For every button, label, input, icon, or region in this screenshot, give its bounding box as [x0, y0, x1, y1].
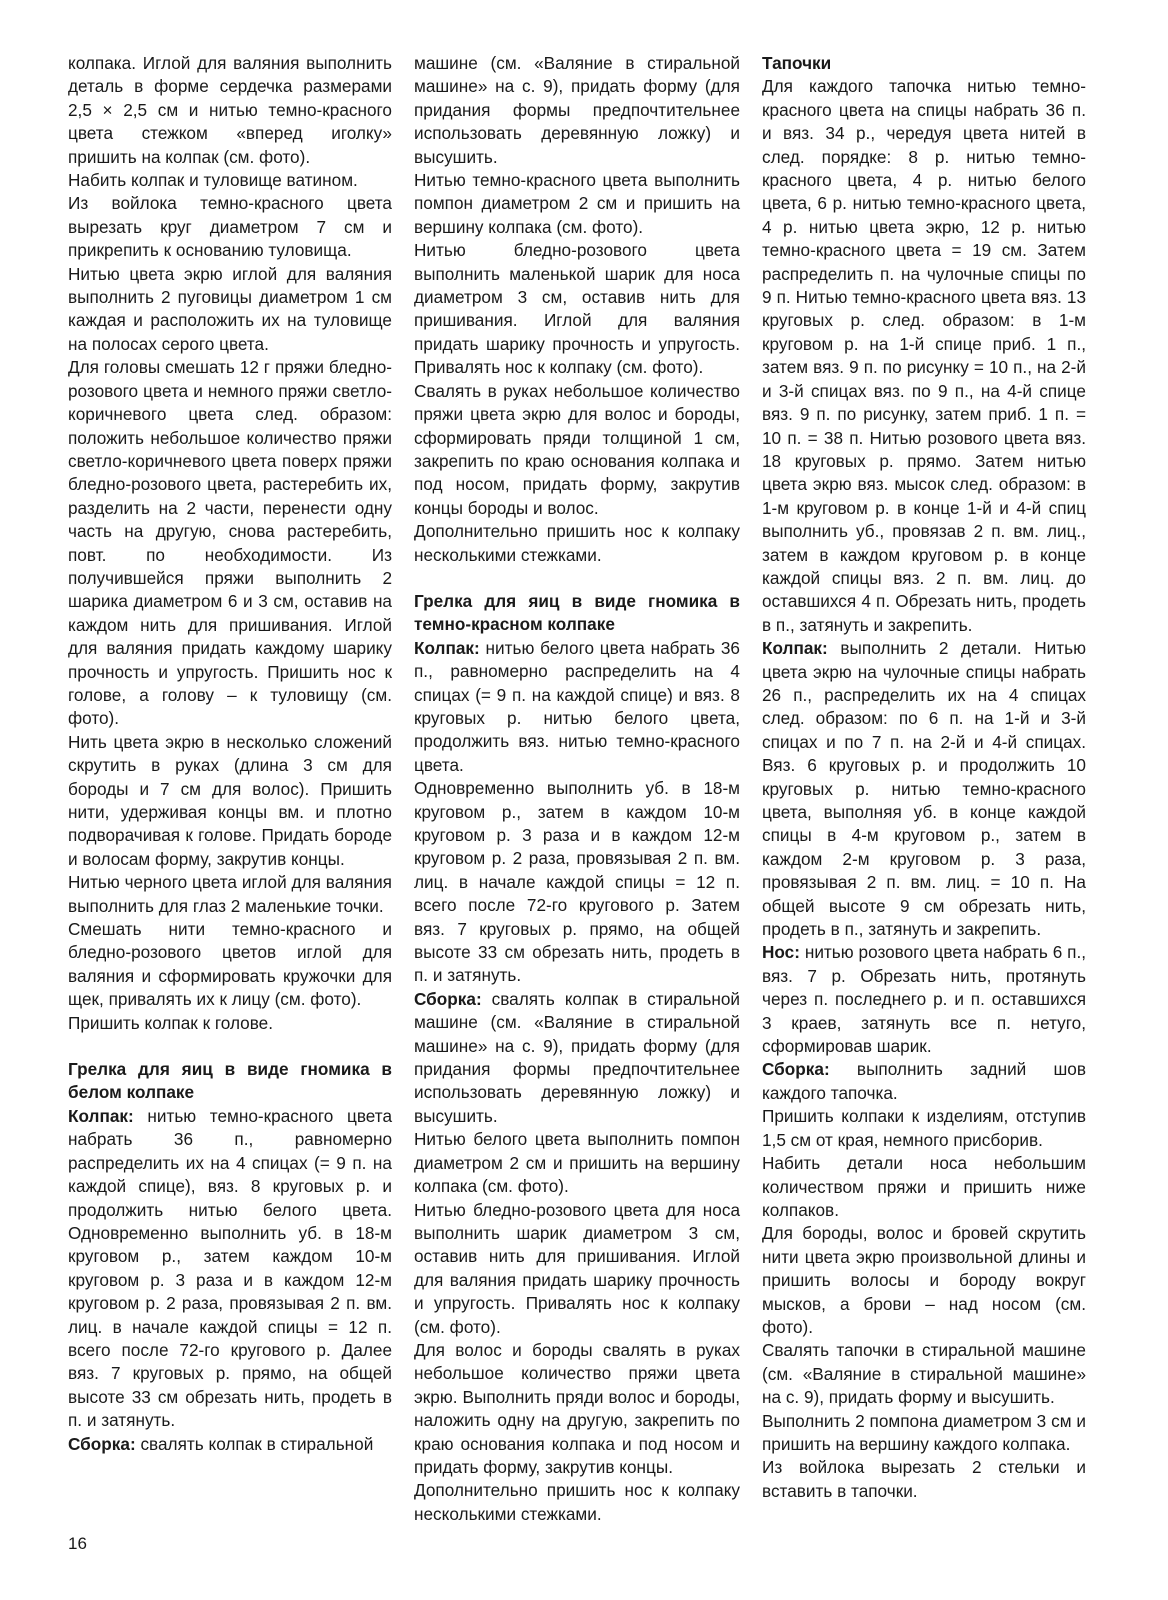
paragraph-text: выполнить 2 детали. Нитью цвета экрю на чулочные спицы набрать 26 п., распределить их на 4 спицах след. образом: по 6 п. на 1-й и 3-й спицах и по 7 п. на 2-й и 4-й спицах. Вяз. 6 круговых р. и продолжить 10 круговых р. нитью темно-красного цвета, выполняя уб. в конце каждой спицы в 4-м круговом р., затем в каждом 2-м круговом р. 3 раза, провязывая 2 п. вм. лиц. = 10 п. На общей высоте 9 см обрезать нить, продеть в п., затянуть и закрепить. [762, 638, 1086, 940]
paragraph-lead: Колпак: [414, 637, 480, 658]
paragraph [414, 1339, 740, 1479]
paragraph-text: Набить детали носа небольшим количеством пряжи и пришить ниже колпаков. [762, 1153, 1086, 1220]
column-1 [68, 52, 392, 1456]
paragraph-text: Одновременно выполнить уб. в 18-м круговом р., затем в каждом 10-м круговом р. 3 раза и в каждом 12-м круговом р. 2 раза, провязывая 2 п. вм. лиц. в начале каждой спицы = 12 п. всего после 72-го кругового р. Затем вяз. 7 круговых р. прямо, на общей высоте 33 см обрезать нить, продеть в п. и затянуть. [414, 778, 740, 986]
paragraph: Нитью цвета экрю иглой для валяния выполнить 2 пуговицы диаметром 1 см каждая и расположить их на туловище на полосах серого цвета. [68, 263, 392, 354]
paragraph-assembly [68, 1433, 392, 1456]
paragraph-text: Пришить колпаки к изделиям, отступив 1,5 см от края, немного присборив. [762, 1106, 1086, 1150]
paragraph-text: Выполнить 2 помпона диаметром 3 см и пришить на вершину каждого колпака. [762, 1410, 1086, 1454]
paragraph: машине (см. «Валяние в стиральной машине» на с. 9), придать форму (для придания формы предпочтительнее использовать деревянную ложку) и высушить. [414, 53, 740, 167]
paragraph-text: Нитью бледно-розового цвета для носа выполнить шарик диаметром 3 см, оставив нить для пришивания. Иглой для валяния придать шарику прочность и упругость. Привалять нос к колпаку (см. фото). [414, 1199, 740, 1337]
paragraph: Нитью черного цвета иглой для валяния выполнить для глаз 2 маленькие точки. [68, 872, 392, 916]
paragraph [762, 1222, 1086, 1339]
column-3 [762, 52, 1086, 1503]
paragraph-text: Нитью белого цвета выполнить помпон диаметром 2 см и пришить на вершину колпака (см. фото). [414, 1129, 740, 1197]
paragraph-lead: Колпак: [68, 1105, 134, 1126]
paragraph-text: свалять колпак в стиральной машине (см. «Валяние в стиральной машине» на с. 9), придать форму (для придания формы предпочтительнее использовать деревянную ложку) и высушить. [414, 988, 740, 1126]
paragraph [762, 75, 1086, 637]
paragraph-text: выполнить задний шов каждого тапочка. [762, 1059, 1086, 1103]
paragraph [762, 1105, 1086, 1152]
paragraph: Для головы смешать 12 г пряжи бледно-розового цвета и немного пряжи светло-коричневого цвета след. образом: положить небольшое количество пряжи светло-коричневого цвета поверх пряжи бледно-розового цвета, растеребить их, разделить на 2 части, перенести одну часть на другую, снова растеребить, повт. по необходимости. Из получившейся пряжи выполнить 2 шарика диаметром 6 и 3 см, оставив на каждом нить для пришивания. Иглой для валяния придать каждому шарику прочность и упругость. Пришить нос к голове, а голову – к туловищу (см. фото). [68, 357, 392, 729]
paragraph: Нитью темно-красного цвета выполнить помпон диаметром 2 см и пришить на вершину колпака (см. фото). [414, 170, 740, 237]
paragraph-nose [762, 941, 1086, 1058]
paragraph-text: Для волос и бороды свалять в руках небольшое количество пряжи цвета экрю. Выполнить пряди волос и бороды, наложить одну на другую, закрепить по краю основания колпака и под носом и придать форму, закрутив концы. [414, 1339, 740, 1477]
section-heading-slippers: Тапочки [762, 53, 832, 73]
paragraph: Смешать нити темно-красного и бледно-розового цветов иглой для валяния и сформировать кружочки для щек, привалять их к лицу (см. фото). [68, 919, 392, 1010]
paragraph-assembly [762, 1058, 1086, 1105]
column-2 [414, 52, 740, 1526]
paragraph: Нитью бледно-розового цвета выполнить маленькой шарик для носа диаметром 3 см, оставив нить для пришивания. Иглой для валяния придать шарику прочность и упругость. Привалять нос к колпаку (см. фото). [414, 240, 740, 378]
paragraph: Из войлока темно-красного цвета вырезать круг диаметром 7 см и прикрепить к основанию туловища. [68, 193, 392, 261]
paragraph-text: свалять колпак в стиральной [135, 1433, 374, 1454]
paragraph [762, 1456, 1086, 1503]
paragraph-cap [414, 637, 740, 777]
paragraph-text: Дополнительно пришить нос к колпаку несколькими стежками. [414, 1480, 740, 1524]
paragraph-cap [68, 1105, 392, 1433]
paragraph [414, 1199, 740, 1339]
paragraph-text: нитью розового цвета набрать 6 п., вяз. 7 р. Обрезать нить, протянуть через п. последнего р. и п. оставшихся 3 краев, затянуть все п. нетуго, сформировав шарик. [762, 942, 1086, 1057]
section-heading-white-cap-egg-warmer: Грелка для яиц в виде гномика в белом колпаке [68, 1059, 392, 1103]
paragraph-text: нитью темно-красного цвета набрать 36 п., равномерно распределить их на 4 спицах (= 9 п. на каждой спице), вяз. 8 круговых р. и продолжить нитью белого цвета. Одновременно выполнить уб. в 18-м круговом р., затем каждом 10-м круговом р. 3 раза и в каждом 12-м круговом р. 2 раза, провязывая 2 п. вм. лиц. в начале каждой спицы = 12 п. всего после 72-го кругового р. Далее вяз. 7 круговых р. прямо, на общей высоте 33 см обрезать нить, продеть в п. и затянуть. [68, 1105, 392, 1431]
paragraph-text: Из войлока вырезать 2 стельки и вставить в тапочки. [762, 1457, 1086, 1501]
paragraph: колпака. Иглой для валяния выполнить деталь в форме сердечка размерами 2,5 × 2,5 см и нитью темно-красного цвета стежком «вперед иголку» пришить на колпак (см. фото). [68, 53, 392, 167]
paragraph [762, 1410, 1086, 1457]
paragraph-assembly [414, 988, 740, 1128]
paragraph: Свалять в руках небольшое количество пряжи цвета экрю для волос и бороды, сформировать пряди толщиной 1 см, закрепить по краю основания колпака и под носом, придать форму, закрутив концы бороды и волос. [414, 380, 740, 518]
paragraph [414, 1479, 740, 1526]
paragraph-lead: Колпак: [762, 638, 828, 659]
page-number: 16 [68, 1534, 87, 1553]
paragraph [762, 1339, 1086, 1409]
paragraph-lead: Сборка: [762, 1059, 830, 1080]
paragraph [414, 1128, 740, 1198]
paragraph [414, 777, 740, 988]
paragraph-lead: Сборка: [68, 1433, 136, 1454]
paragraph-text: Свалять тапочки в стиральной машине (см. «Валяние в стиральной машине» на с. 9), придать форму и высушить. [762, 1340, 1086, 1408]
paragraph-text: Для бороды, волос и бровей скрутить нити цвета экрю произвольной длины и пришить волосы и бороду вокруг мысков, а брови – над носом (см. фото). [762, 1223, 1086, 1337]
paragraph: Нить цвета экрю в несколько сложений скрутить в руках (длина 3 см для бороды и 7 см для волос). Пришить нити, удерживая концы вм. и плотно подворачивая к голове. Придать бороде и волосам форму, закрутив концы. [68, 731, 392, 869]
paragraph-text: Для каждого тапочка нитью темно-красного цвета на спицы набрать 36 п. и вяз. 34 р., чередуя цвета нитей в след. порядке: 8 р. нитью темно-красного цвета, 4 р. нитью белого цвета, 6 р. нитью темно-красного цвета, 4 р. нитью цвета экрю, 12 р. нитью темно-красного цвета = 19 см. Затем распределить п. на чулочные спицы по 9 п. Нитью темно-красного цвета вяз. 13 круговых р. след. образом: в 1-м круговом р. на 1-й спице приб. 1 п., затем вяз. 9 п. по рисунку = 10 п., на 2-й и 3-й спицах вяз. по 9 п., на 4-й спице вяз. 9 п. по рисунку, затем приб. 1 п. = 10 п. = 38 п. Нитью розового цвета вяз. 18 круговых р. прямо. Затем нитью цвета экрю вяз. мысок след. образом: в 1-м круговом р. в конце 1-й и 4-й спиц выполнить уб., провязав 2 п. вм. лиц., затем в каждом круговом р. в конце каждой спицы вяз. 2 п. вм. лиц. до оставшихся 4 п. Обрезать нить, продеть в п., затянуть и закрепить. [762, 76, 1086, 635]
paragraph [762, 1152, 1086, 1222]
paragraph: Дополнительно пришить нос к колпаку несколькими стежками. [414, 521, 740, 565]
section-heading-red-cap-egg-warmer: Грелка для яиц в виде гномика в темно-красном колпаке [414, 590, 740, 635]
paragraph-lead: Нос: [762, 942, 800, 963]
paragraph-cap [762, 637, 1086, 941]
paragraph: Набить колпак и туловище ватином. [68, 170, 358, 191]
paragraph: Пришить колпак к голове. [68, 1012, 274, 1033]
paragraph-lead: Сборка: [414, 988, 482, 1009]
paragraph-text: нитью белого цвета набрать 36 п., равномерно распределить на 4 спицах (= 9 п. на каждой спице) и вяз. 8 круговых р. нитью белого цвета, продолжить вяз. нитью темно-красного цвета. [414, 637, 740, 775]
